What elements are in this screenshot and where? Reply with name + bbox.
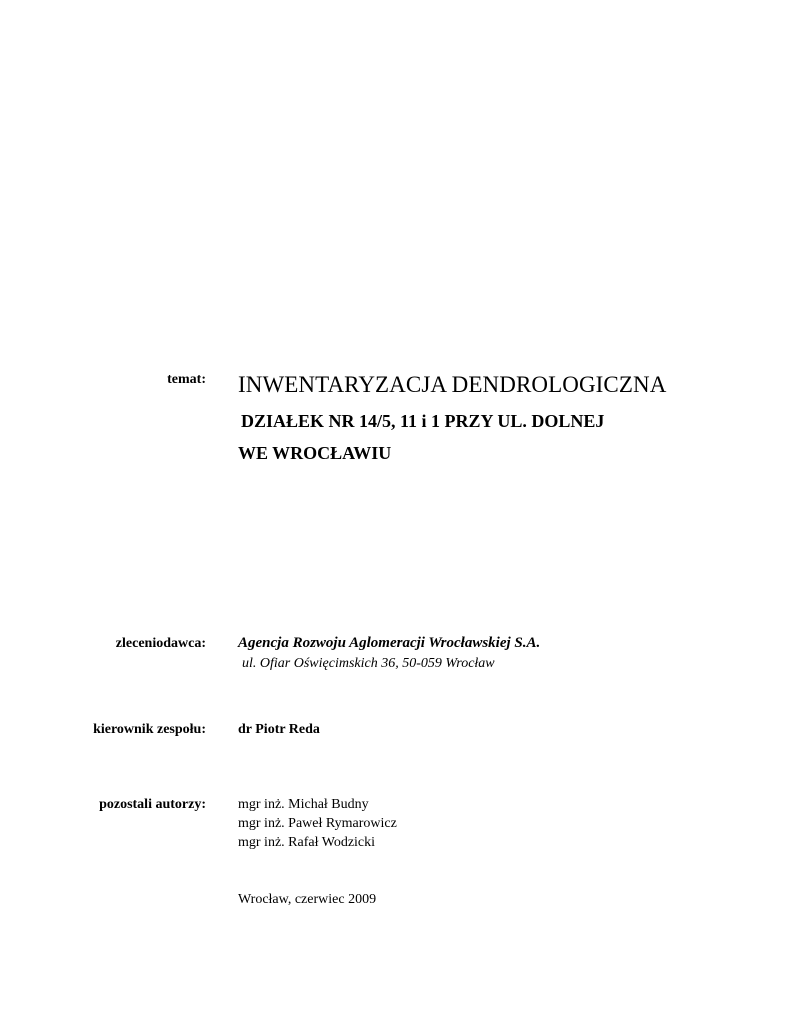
client-name: Agencja Rozwoju Aglomeracji Wrocławskiej S.A. xyxy=(238,635,541,651)
client-address: ul. Ofiar Oświęcimskich 36, 50-059 Wrocław xyxy=(242,656,495,671)
team-leader-name: dr Piotr Reda xyxy=(238,722,320,737)
topic-label: temat: xyxy=(167,372,206,387)
place-and-date: Wrocław, czerwiec 2009 xyxy=(238,892,377,907)
client-label: zleceniodawca: xyxy=(115,636,206,651)
team-leader-label: kierownik zespołu: xyxy=(93,722,206,737)
document-title: INWENTARYZACJA DENDROLOGICZNA xyxy=(238,372,667,397)
author-name: mgr inż. Michał Budny xyxy=(238,797,369,812)
document-subtitle-line-2: WE WROCŁAWIU xyxy=(238,443,392,463)
author-name: mgr inż. Rafał Wodzicki xyxy=(238,835,376,850)
author-name: mgr inż. Paweł Rymarowicz xyxy=(238,816,397,831)
document-subtitle-line-1: DZIAŁEK NR 14/5, 11 i 1 PRZY UL. DOLNEJ xyxy=(241,411,605,431)
other-authors-label: pozostali autorzy: xyxy=(99,797,206,812)
